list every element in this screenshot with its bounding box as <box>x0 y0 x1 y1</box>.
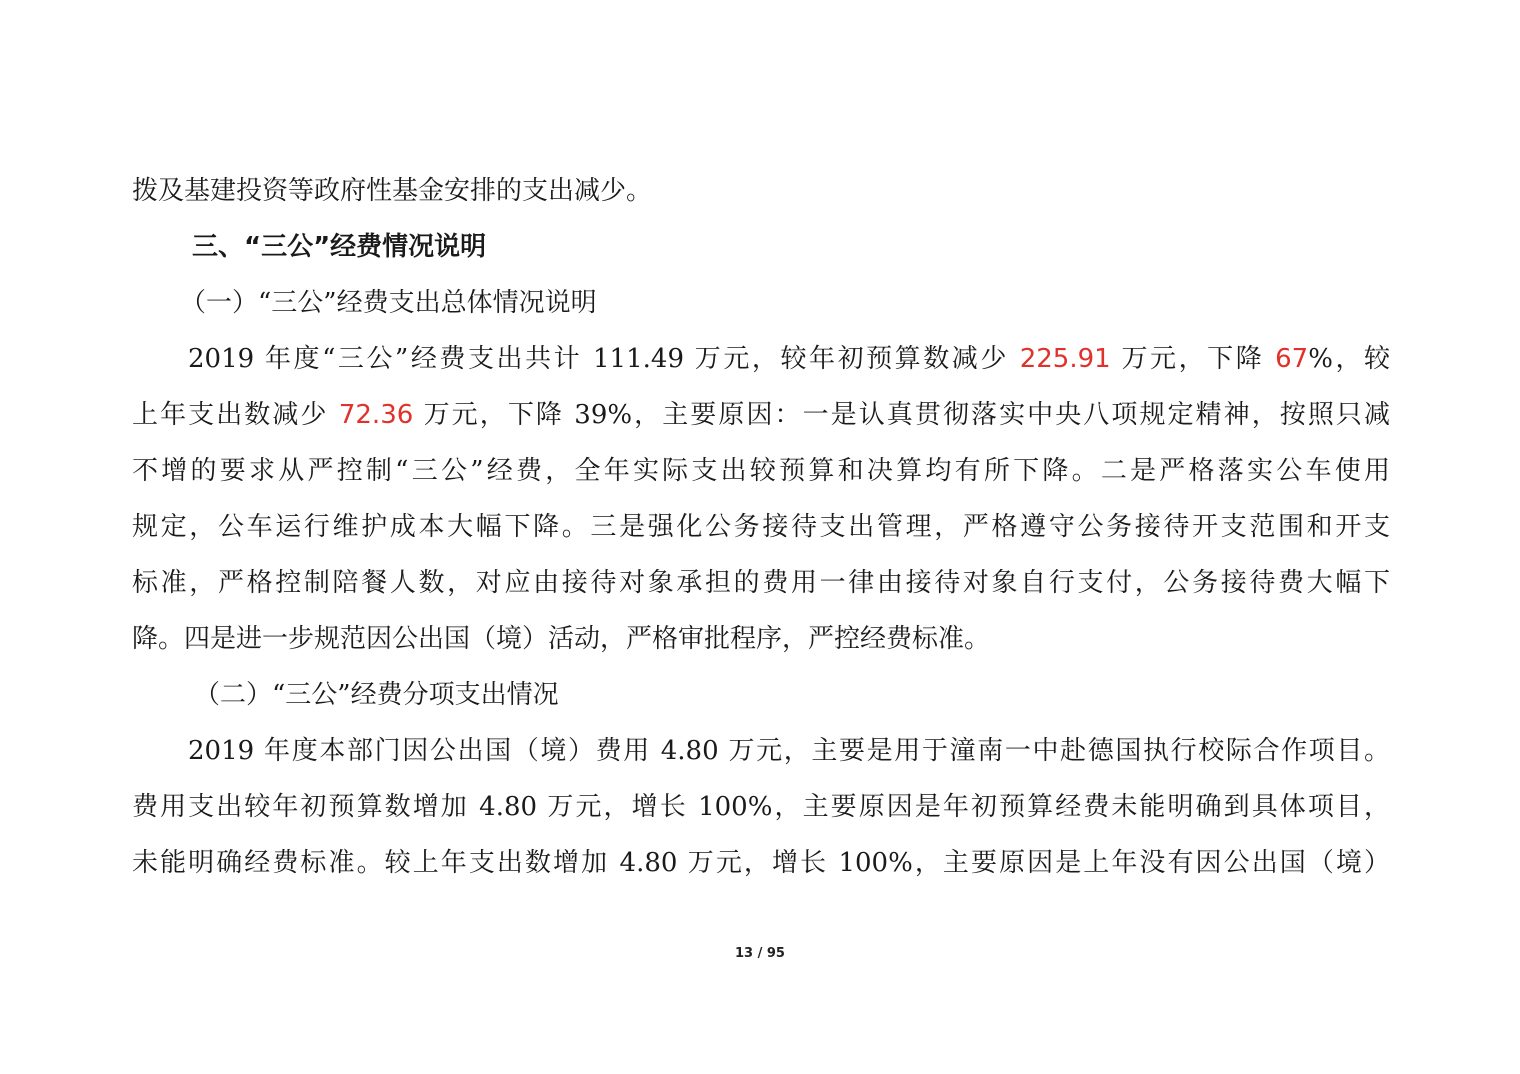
page-number: 13 / 95 <box>735 946 785 961</box>
paragraph-continuation-line: 拨及基建投资等政府性基金安排的支出减少。 <box>132 176 653 206</box>
paragraph-1-line-2 <box>132 387 1390 443</box>
text-segment: 上年支出数减少 <box>132 400 339 430</box>
document-body <box>132 163 1390 891</box>
text-segment: 2019 年度“三公”经费支出共计 111.49 万元，较年初预算数减少 <box>188 344 1020 374</box>
paragraph-2-line-2: 费用支出较年初预算数增加 4.80 万元，增长 100%，主要原因是年初预算经费未能明确到具体项目， <box>132 792 1390 822</box>
highlighted-value: 67 <box>1275 344 1309 374</box>
paragraph-1-line-6: 降。四是进一步规范因公出国（境）活动，严格审批程序，严控经费标准。 <box>132 624 991 654</box>
text-segment: 万元，下降 39%，主要原因：一是认真贯彻落实中央八项规定精神，按照只减 <box>413 400 1391 430</box>
paragraph-1-line-5: 标准，严格控制陪餐人数，对应由接待对象承担的费用一律由接待对象自行支付，公务接待费大幅下 <box>132 568 1390 598</box>
section-heading: 三、“三公”经费情况说明 <box>192 232 487 262</box>
highlighted-value: 72.36 <box>338 400 414 430</box>
text-segment: %，较 <box>1308 344 1390 374</box>
paragraph-1-line-4: 规定，公车运行维护成本大幅下降。三是强化公务接待支出管理，严格遵守公务接待开支范围和开支 <box>132 512 1390 542</box>
subsection-1-heading: （一）“三公”经费支出总体情况说明 <box>180 288 597 318</box>
highlighted-value: 225.91 <box>1019 344 1111 374</box>
paragraph-2-line-3: 未能明确经费标准。较上年支出数增加 4.80 万元，增长 100%，主要原因是上年没有因公出国（境） <box>132 848 1390 878</box>
subsection-2-heading: （二）“三公”经费分项支出情况 <box>194 680 559 710</box>
paragraph-2-line-1: 2019 年度本部门因公出国（境）费用 4.80 万元，主要是用于潼南一中赴德国执行校际合作项目。 <box>188 736 1390 766</box>
text-segment: 万元，下降 <box>1110 344 1276 374</box>
paragraph-1-line-1 <box>132 331 1390 387</box>
paragraph-1-line-3: 不增的要求从严控制“三公”经费，全年实际支出较预算和决算均有所下降。二是严格落实公车使用 <box>132 456 1390 486</box>
